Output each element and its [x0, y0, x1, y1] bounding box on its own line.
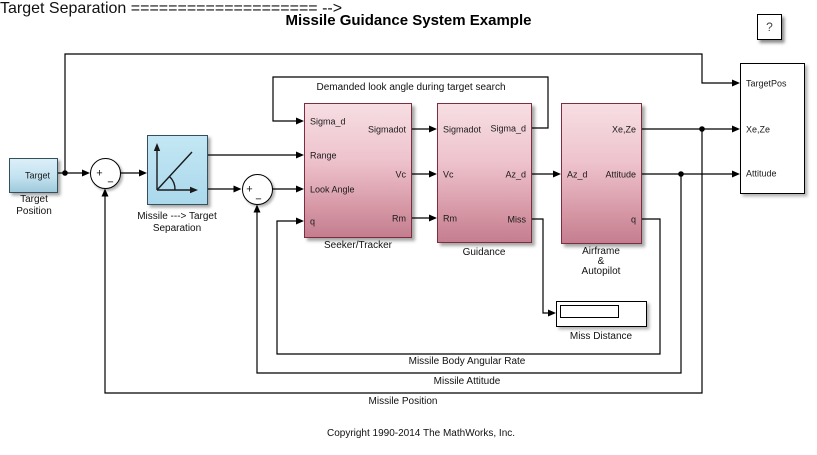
junction-dot: [62, 170, 68, 176]
seeker-in-q: q: [310, 216, 316, 227]
target-position-name: Target Position: [16, 194, 52, 217]
annotation-demanded-look-angle: Demanded look angle during target search: [316, 82, 506, 93]
wire-separation-to-range[interactable]: [208, 152, 304, 159]
airframe-out-q: q: [630, 214, 636, 225]
annotation-missile-position: Missile Position: [368, 396, 438, 407]
seeker-in-range: Range: [310, 150, 337, 161]
sum1-minus-sign: −: [107, 176, 114, 188]
guidance-out-sigma_d: Sigma_d: [490, 123, 526, 134]
sum2-minus-sign: −: [255, 193, 262, 205]
airframe-in-az_d: Az_d: [567, 169, 588, 180]
sum1-block[interactable]: [90, 158, 121, 189]
outbus-targetpos: TargetPos: [746, 78, 787, 89]
guidance-name: Guidance: [462, 247, 506, 258]
airframe-autopilot-name: Airframe & Autopilot: [581, 246, 621, 277]
wire-attitude[interactable]: [642, 171, 740, 178]
wire-sum2-to-lookangle[interactable]: [273, 186, 305, 193]
wire-sum1-to-separation[interactable]: [121, 170, 148, 177]
miss-distance-display: [560, 305, 619, 318]
seeker-out-vc: Vc: [395, 169, 406, 180]
annotation-missile-attitude: Missile Attitude: [433, 376, 501, 387]
wire-sigmadot[interactable]: [412, 126, 437, 133]
seeker-out-rm: Rm: [392, 213, 406, 224]
missile-target-separation-block[interactable]: [147, 135, 208, 205]
target-position-block[interactable]: [9, 158, 58, 193]
wire-azd[interactable]: [532, 171, 561, 178]
copyright-text: Copyright 1990-2014 The MathWorks, Inc.: [326, 428, 516, 439]
guidance-out-miss: Miss: [507, 214, 526, 225]
wire-miss[interactable]: [532, 219, 556, 317]
sum2-block[interactable]: [242, 174, 273, 205]
sum2-plus-sign: +: [246, 183, 253, 195]
guidance-out-az_d: Az_d: [505, 169, 526, 180]
help-label: ?: [766, 20, 773, 34]
wire-xeze[interactable]: [642, 126, 740, 133]
angle-plot-icon: [148, 136, 206, 203]
wire-rm[interactable]: [412, 215, 437, 222]
sum1-plus-sign: +: [96, 167, 103, 179]
seeker-in-sigma_d: Sigma_d: [310, 116, 346, 127]
target-port-label: Target: [24, 170, 50, 180]
wire-separation-to-sum2[interactable]: [208, 186, 242, 193]
guidance-in-vc: Vc: [443, 169, 454, 180]
missile-target-separation-name: Missile ---> Target Separation: [137, 211, 217, 234]
airframe-out-xeze: Xe,Ze: [611, 124, 636, 135]
diagram-title: Missile Guidance System Example: [285, 12, 532, 29]
output-bus-block[interactable]: [740, 63, 805, 194]
outbus-xeze: Xe,Ze: [746, 124, 771, 135]
airframe-autopilot-block[interactable]: [561, 103, 642, 244]
seeker-in-lookangle: Look Angle: [310, 184, 355, 195]
outbus-attitude: Attitude: [746, 168, 777, 179]
guidance-in-rm: Rm: [443, 213, 457, 224]
miss-distance-name: Miss Distance: [569, 331, 633, 342]
guidance-in-sigmadot: Sigmadot: [443, 124, 482, 135]
help-button[interactable]: [757, 14, 782, 40]
seeker-tracker-block[interactable]: [304, 103, 412, 238]
seeker-tracker-name: Seeker/Tracker: [324, 240, 392, 251]
diagram-canvas: Missile Guidance System Example ? Target Target Position + − Target Separation ==================== --> Missile ---> Target Separation + − Sigma_d Range Look Angle q Sigmadot Vc Rm Seeker/Tracker Sigmadot Vc Rm Sigma_d Az_d Miss Guidance Az_d Xe,Ze Attitude q Airframe & Autopilot Miss Distance TargetPos Xe,Ze Attitude Demanded look angle during target search Missile Body Angular Rate Missile Attitude Missile Position Copyright 1990-2014 The MathWorks, Inc.: [0, 0, 817, 455]
wire-vc[interactable]: [412, 171, 437, 178]
annotation-missile-body-angular-rate: Missile Body Angular Rate: [408, 356, 526, 367]
guidance-block[interactable]: [437, 103, 532, 243]
airframe-out-attitude: Attitude: [605, 169, 636, 180]
seeker-out-sigmadot: Sigmadot: [367, 124, 406, 135]
miss-distance-block[interactable]: [556, 301, 647, 327]
